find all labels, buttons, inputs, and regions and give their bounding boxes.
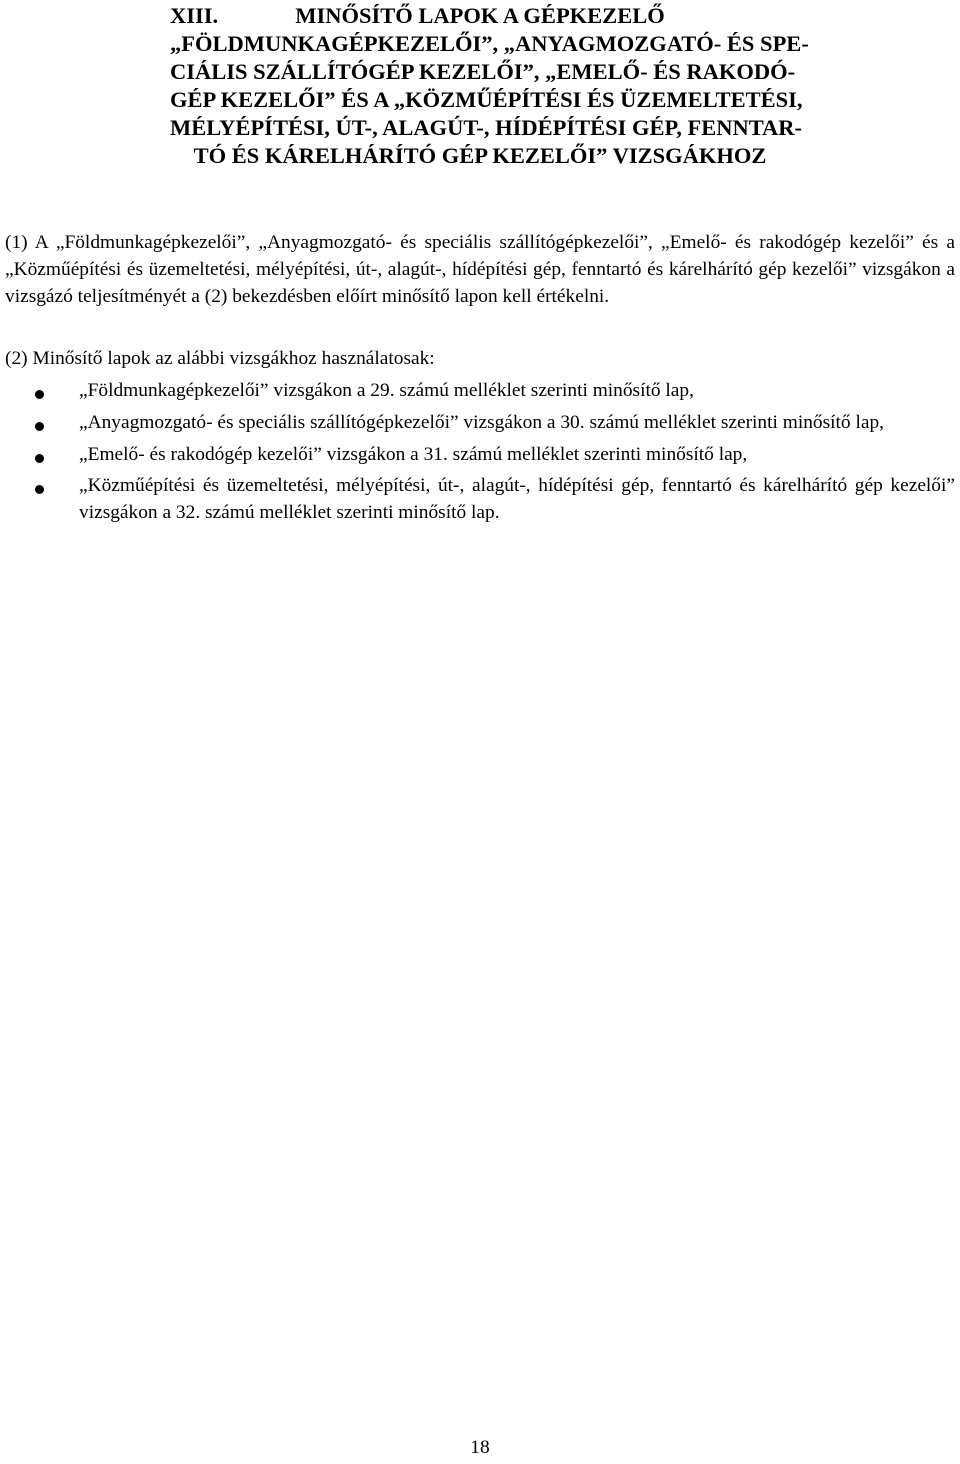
bullet-list: [5, 378, 955, 532]
heading-line-3: CIÁLIS SZÁLLÍTÓGÉP KEZELŐI”, „EMELŐ- ÉS RAKODÓ-: [170, 59, 796, 84]
heading-line-6: TÓ ÉS KÁRELHÁRÍTÓ GÉP KEZELŐI” VIZSGÁKHOZ: [193, 143, 767, 168]
list-item: [5, 473, 955, 527]
heading-line-4: GÉP KEZELŐI” ÉS A „KÖZMŰÉPÍTÉSI ÉS ÜZEMELTETÉSI,: [170, 87, 803, 112]
heading-line-1: [170, 2, 790, 30]
section-heading: [170, 2, 809, 170]
list-item: [5, 410, 955, 437]
page-number: 18: [470, 1437, 490, 1458]
heading-line-5: MÉLYÉPÍTÉSI, ÚT-, ALAGÚT-, HÍDÉPÍTÉSI GÉP, FENNTAR-: [170, 115, 803, 140]
bullet-icon: [35, 485, 44, 494]
list-item-text: „Közműépítési és üzemeltetési, mélyépítési, út-, alagút-, hídépítési gép, fenntartó és kárelhárító gép kezelői” vizsgákon a 32. számú melléklet szerinti minősítő lap.: [79, 475, 955, 524]
section-number: XIII.: [170, 3, 219, 28]
paragraph-1: (1) A „Földmunkagépkezelői”, „Anyagmozgató- és speciális szállítógépkezelői”, „Emelő- és rakodógép kezelői” és a „Közműépítési és üzemeltetési, mélyépítési, út-, alagút-, hídépítési gép, fenntartó és kárelhárító gép kezelői” vizsgákon a vizsgázó teljesítményét a (2) bekezdésben előírt minősítő lapon kell értékelni.: [5, 232, 955, 307]
paragraph-2: (2) Minősítő lapok az alábbi vizsgákhoz használatosak:: [5, 348, 435, 369]
heading-title-line: MINŐSÍTŐ LAPOK A GÉPKEZELŐ: [295, 3, 665, 28]
bullet-icon: [35, 390, 44, 399]
list-item-text: „Anyagmozgató- és speciális szállítógépkezelői” vizsgákon a 30. számú melléklet szerinti minősítő lap,: [79, 411, 885, 433]
list-item-text: „Emelő- és rakodógép kezelői” vizsgákon a 31. számú melléklet szerinti minősítő lap,: [79, 443, 748, 465]
list-item-text: „Földmunkagépkezelői” vizsgákon a 29. számú melléklet szerinti minősítő lap,: [79, 380, 694, 401]
list-item: [5, 378, 955, 405]
list-item: [5, 442, 955, 469]
heading-line-2: „FÖLDMUNKAGÉPKEZELŐI”, „ANYAGMOZGATÓ- ÉS SPE-: [170, 31, 809, 56]
bullet-icon: [35, 454, 44, 463]
bullet-icon: [35, 422, 44, 431]
